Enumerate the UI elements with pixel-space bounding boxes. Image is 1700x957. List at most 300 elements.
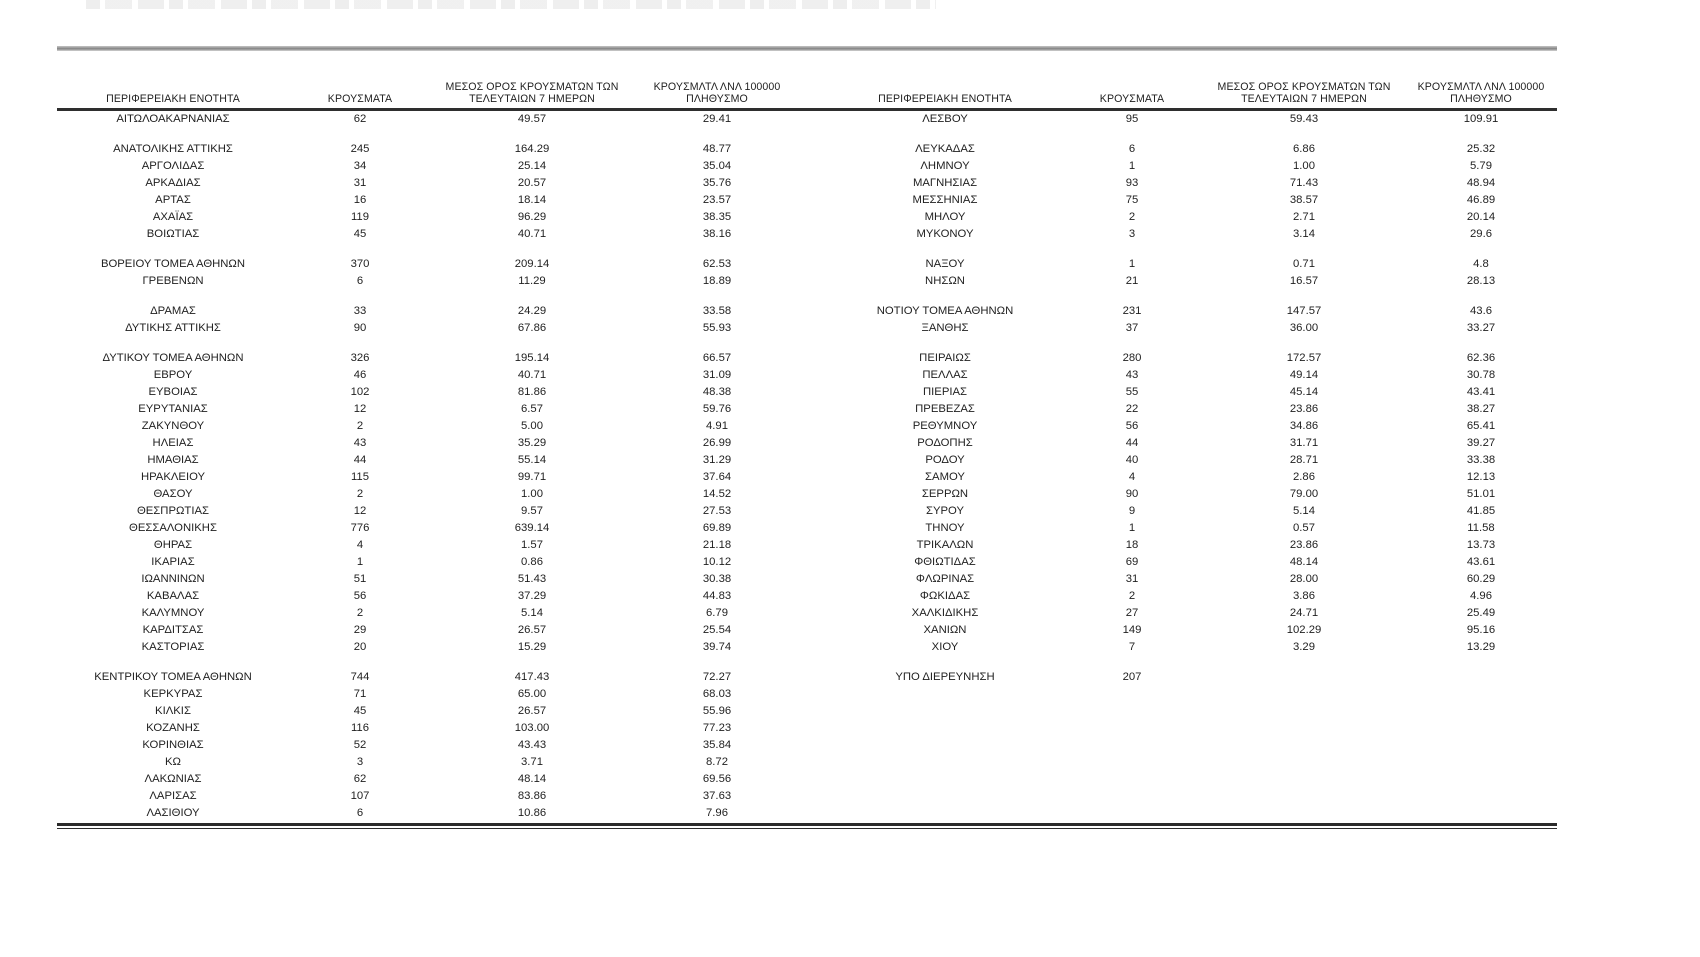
avg7-cell: 24.71 [1289, 607, 1319, 619]
col-header-cases-left [289, 51, 431, 111]
region-cell: ΙΩΑΝΝΙΝΩΝ [141, 573, 205, 585]
per100k-cell: 30.38 [702, 573, 732, 585]
region-cell: ΕΥΒΟΙΑΣ [148, 386, 198, 398]
avg7-cell: 2.71 [1293, 211, 1315, 223]
region-cell: ΗΜΑΘΙΑΣ [147, 454, 199, 466]
per100k-cell: 30.78 [1466, 369, 1496, 381]
per100k-cell: 39.27 [1466, 437, 1496, 449]
region-cell [829, 771, 1061, 788]
cases-cell: 2 [356, 607, 364, 619]
avg7-cell: 45.14 [1289, 386, 1319, 398]
region-cell: ΡΕΘΥΜΝΟΥ [912, 420, 978, 432]
cases-cell: 45 [353, 705, 367, 717]
row-spacer [801, 175, 829, 192]
per100k-cell: 68.03 [702, 688, 732, 700]
region-cell: ΒΟΡΕΙΟΥ ΤΟΜΕΑ ΑΘΗΝΩΝ [100, 258, 246, 270]
per100k-cell: 4.96 [1470, 590, 1492, 602]
per100k-cell: 8.72 [706, 756, 728, 768]
avg7-cell: 1.00 [521, 488, 543, 500]
per100k-cell: 25.32 [1466, 143, 1496, 155]
per100k-cell: 35.76 [702, 177, 732, 189]
region-cell: ΧΑΛΚΙΔΙΚΗΣ [911, 607, 979, 619]
cases-cell: 31 [1125, 573, 1139, 585]
bottom-horizontal-rule-thin [57, 828, 1557, 829]
per100k-cell: 59.76 [702, 403, 732, 415]
region-cell [829, 737, 1061, 754]
cases-cell: 62 [353, 773, 367, 785]
per100k-cell [1405, 771, 1557, 788]
region-cell [829, 703, 1061, 720]
region-cell: ΝΟΤΙΟΥ ΤΟΜΕΑ ΑΘΗΝΩΝ [876, 305, 1014, 317]
region-cell: ΓΡΕΒΕΝΩΝ [142, 275, 204, 287]
region-cell: ΔΥΤΙΚΟΥ ΤΟΜΕΑ ΑΘΗΝΩΝ [102, 352, 244, 364]
region-cell: ΜΗΛΟΥ [924, 211, 966, 223]
region-cell: ΣΑΜΟΥ [925, 471, 965, 483]
cases-cell: 56 [353, 590, 367, 602]
avg7-cell: 51.43 [517, 573, 547, 585]
cases-cell [1061, 771, 1203, 788]
cases-cell: 31 [353, 177, 367, 189]
region-cell: ΚΑΣΤΟΡΙΑΣ [141, 641, 205, 653]
cases-cell: 3 [1128, 228, 1136, 240]
per100k-cell: 21.18 [702, 539, 732, 551]
region-cell: ΑΧΑΪΑΣ [152, 211, 194, 223]
col-header-region-right [829, 51, 1061, 111]
avg7-cell [1203, 805, 1405, 822]
region-cell: ΝΗΣΩΝ [925, 275, 965, 287]
per100k-cell: 66.57 [702, 352, 732, 364]
cases-cell: 33 [353, 305, 367, 317]
region-cell: ΑΙΤΩΛΟΑΚΑΡΝΑΝΙΑΣ [116, 113, 230, 125]
col-header-label: ΠΕΡΙΦΕΡΕΙΑΚΗ ΕΝΟΤΗΤΑ [878, 93, 1012, 105]
row-spacer [801, 571, 829, 588]
per100k-cell: 44.83 [702, 590, 732, 602]
per100k-cell: 46.89 [1466, 194, 1496, 206]
avg7-cell: 195.14 [514, 352, 550, 364]
avg7-cell: 0.71 [1293, 258, 1315, 270]
region-cell: ΛΑΚΩΝΙΑΣ [144, 773, 202, 785]
row-spacer [801, 469, 829, 486]
cases-cell: 46 [353, 369, 367, 381]
cases-cell: 119 [350, 211, 369, 223]
avg7-cell: 59.43 [1289, 113, 1319, 125]
col-header-label: ΚΡΟΥΣΜΑΤΑ [327, 93, 393, 105]
row-spacer [801, 256, 829, 273]
group-gap-row [57, 290, 1557, 303]
per100k-cell [1405, 754, 1557, 771]
cases-cell [1061, 805, 1203, 822]
avg7-cell [1203, 771, 1405, 788]
col-header-label: ΜΕΣΟΣ ΟΡΟΣ ΚΡΟΥΣΜΑΤΩΝ ΤΩΝ ΤΕΛΕΥΤΑΙΩΝ 7 ΗΜΕΡΩΝ [445, 81, 619, 105]
col-header-region-left [57, 51, 289, 111]
cases-cell: 95 [1125, 113, 1139, 125]
per100k-cell: 38.16 [702, 228, 732, 240]
region-cell: ΝΑΞΟΥ [925, 258, 965, 270]
per100k-cell: 69.89 [702, 522, 732, 534]
avg7-cell: 48.14 [517, 773, 547, 785]
row-spacer [801, 754, 829, 771]
region-cell [829, 720, 1061, 737]
cases-cell: 107 [350, 790, 370, 802]
per100k-cell: 65.41 [1466, 420, 1496, 432]
cases-cell: 2 [1128, 590, 1136, 602]
per100k-cell: 31.09 [702, 369, 732, 381]
per100k-cell: 109.91 [1463, 113, 1499, 125]
avg7-cell: 48.14 [1289, 556, 1319, 568]
per100k-cell: 41.85 [1466, 505, 1496, 517]
avg7-cell: 81.86 [517, 386, 547, 398]
row-spacer [801, 111, 829, 128]
region-cell: ΗΡΑΚΛΕΙΟΥ [140, 471, 206, 483]
avg7-cell: 83.86 [517, 790, 547, 802]
region-cell [829, 805, 1061, 822]
cases-cell: 93 [1125, 177, 1139, 189]
avg7-cell: 71.43 [1289, 177, 1319, 189]
cases-cell: 45 [353, 228, 367, 240]
per100k-cell: 39.74 [702, 641, 732, 653]
region-cell [829, 686, 1061, 703]
per100k-cell: 43.41 [1466, 386, 1496, 398]
cases-cell: 56 [1125, 420, 1139, 432]
cases-cell: 1 [1128, 258, 1136, 270]
region-cell: ΦΘΙΩΤΙΔΑΣ [914, 556, 976, 568]
region-cell: ΛΑΣΙΘΙΟΥ [146, 807, 200, 819]
per100k-cell [1405, 703, 1557, 720]
per100k-cell: 27.53 [702, 505, 732, 517]
avg7-cell: 10.86 [517, 807, 547, 819]
cases-cell [1061, 720, 1203, 737]
cases-cell: 7 [1128, 641, 1136, 653]
col-header-avg7-left [431, 51, 633, 111]
per100k-cell: 26.99 [702, 437, 732, 449]
cases-cell [1061, 686, 1203, 703]
avg7-cell: 28.71 [1289, 454, 1319, 466]
cases-cell: 71 [353, 688, 367, 700]
cases-cell: 20 [353, 641, 367, 653]
avg7-cell [1203, 720, 1405, 737]
avg7-cell: 40.71 [517, 228, 547, 240]
avg7-cell: 55.14 [517, 454, 547, 466]
avg7-cell: 3.86 [1293, 590, 1315, 602]
cases-cell: 326 [350, 352, 370, 364]
cases-cell: 22 [1125, 403, 1139, 415]
region-cell: ΕΒΡΟΥ [153, 369, 193, 381]
cases-cell: 44 [353, 454, 367, 466]
row-spacer [801, 669, 829, 686]
cases-cell: 2 [1128, 211, 1136, 223]
per100k-cell [1405, 788, 1557, 805]
avg7-cell: 65.00 [517, 688, 547, 700]
avg7-cell: 37.29 [517, 590, 547, 602]
region-cell: ΔΡΑΜΑΣ [150, 305, 196, 317]
region-cell: ΚΕΝΤΡΙΚΟΥ ΤΟΜΕΑ ΑΘΗΝΩΝ [94, 671, 252, 683]
per100k-cell: 60.29 [1466, 573, 1496, 585]
region-cell: ΚΩ [165, 756, 181, 768]
cases-cell: 55 [1125, 386, 1139, 398]
region-cell: ΔΥΤΙΚΗΣ ΑΤΤΙΚΗΣ [125, 322, 221, 334]
cases-cell: 245 [350, 143, 370, 155]
per100k-cell: 35.04 [702, 160, 732, 172]
region-cell: ΘΕΣΠΡΩΤΙΑΣ [136, 505, 209, 517]
avg7-cell: 9.57 [521, 505, 543, 517]
avg7-cell: 18.14 [517, 194, 547, 206]
col-header-label: ΠΕΡΙΦΕΡΕΙΑΚΗ ΕΝΟΤΗΤΑ [106, 93, 240, 105]
cases-cell: 12 [353, 505, 367, 517]
row-spacer [801, 350, 829, 367]
region-cell: ΜΕΣΣΗΝΙΑΣ [912, 194, 978, 206]
per100k-cell [1405, 669, 1557, 686]
avg7-cell [1203, 788, 1405, 805]
region-cell: ΜΑΓΝΗΣΙΑΣ [912, 177, 978, 189]
group-gap-row [57, 656, 1557, 669]
avg7-cell: 38.57 [1289, 194, 1319, 206]
avg7-cell: 67.86 [517, 322, 547, 334]
per100k-cell: 4.91 [706, 420, 728, 432]
cases-cell: 6 [1128, 143, 1136, 155]
group-gap-row [57, 128, 1557, 141]
region-cell: ΛΕΥΚΑΔΑΣ [915, 143, 975, 155]
cases-cell: 51 [353, 573, 367, 585]
cases-cell: 40 [1125, 454, 1139, 466]
col-header-label: ΚΡΟΥΣΜΛΤΛ ΛΝΛ 100000 ΠΛΗΘΥΣΜΟ [653, 81, 781, 105]
group-gap-row [57, 337, 1557, 350]
per100k-cell: 62.53 [702, 258, 732, 270]
avg7-cell: 34.86 [1289, 420, 1319, 432]
per100k-cell: 33.27 [1466, 322, 1496, 334]
per100k-cell: 28.13 [1466, 275, 1496, 287]
row-spacer [801, 639, 829, 656]
avg7-cell: 99.71 [517, 471, 547, 483]
col-header-label: ΚΡΟΥΣΜΑΤΑ [1099, 93, 1165, 105]
cases-cell: 231 [1122, 305, 1142, 317]
row-spacer [801, 771, 829, 788]
avg7-cell: 26.57 [517, 705, 547, 717]
avg7-cell: 5.14 [521, 607, 543, 619]
row-spacer [801, 737, 829, 754]
avg7-cell: 417.43 [514, 671, 550, 683]
cases-cell: 90 [353, 322, 367, 334]
avg7-cell: 25.14 [517, 160, 547, 172]
per100k-cell [1405, 686, 1557, 703]
row-spacer [801, 320, 829, 337]
col-header-label: ΜΕΣΟΣ ΟΡΟΣ ΚΡΟΥΣΜΑΤΩΝ ΤΩΝ ΤΕΛΕΥΤΑΙΩΝ 7 ΗΜΕΡΩΝ [1217, 81, 1391, 105]
region-cell: ΛΗΜΝΟΥ [920, 160, 970, 172]
per100k-cell: 5.79 [1470, 160, 1492, 172]
cases-cell: 29 [353, 624, 367, 636]
region-cell: ΚΑΡΔΙΤΣΑΣ [142, 624, 204, 636]
cases-cell: 62 [353, 113, 367, 125]
avg7-cell: 11.29 [518, 275, 546, 287]
row-spacer [801, 788, 829, 805]
avg7-cell: 3.71 [521, 756, 543, 768]
per100k-cell [1405, 720, 1557, 737]
per100k-cell: 51.01 [1466, 488, 1496, 500]
avg7-cell: 49.14 [1289, 369, 1319, 381]
per100k-cell: 55.96 [702, 705, 732, 717]
region-cell: ΧΙΟΥ [931, 641, 959, 653]
cases-cell [1061, 754, 1203, 771]
cases-cell [1061, 788, 1203, 805]
region-cell: ΚΙΛΚΙΣ [155, 705, 191, 717]
cases-cell: 207 [1122, 671, 1142, 683]
avg7-cell: 3.14 [1293, 228, 1315, 240]
cases-cell: 21 [1125, 275, 1139, 287]
bottom-horizontal-rule [57, 823, 1557, 826]
row-spacer [801, 686, 829, 703]
per100k-cell: 37.64 [702, 471, 732, 483]
per100k-cell: 10.12 [702, 556, 732, 568]
row-spacer [801, 418, 829, 435]
row-spacer [801, 141, 829, 158]
col-header-label: ΚΡΟΥΣΜΛΤΛ ΛΝΛ 100000 ΠΛΗΘΥΣΜΟ [1417, 81, 1545, 105]
cases-cell: 16 [353, 194, 367, 206]
region-cell: ΞΑΝΘΗΣ [921, 322, 969, 334]
per100k-cell: 6.79 [706, 607, 728, 619]
cases-cell [1061, 737, 1203, 754]
avg7-cell: 15.29 [517, 641, 547, 653]
per100k-cell: 38.27 [1466, 403, 1496, 415]
per100k-cell: 62.36 [1466, 352, 1496, 364]
region-cell: ΣΕΡΡΩΝ [921, 488, 969, 500]
per100k-cell: 7.96 [706, 807, 728, 819]
per100k-cell [1405, 737, 1557, 754]
region-cell: ΠΕΙΡΑΙΩΣ [919, 352, 971, 364]
avg7-cell: 26.57 [517, 624, 547, 636]
cases-cell: 34 [353, 160, 367, 172]
per100k-cell: 29.41 [702, 113, 732, 125]
region-cell: ΚΟΖΑΝΗΣ [146, 722, 200, 734]
region-cell: ΡΟΔΟΠΗΣ [917, 437, 973, 449]
per100k-cell: 20.14 [1466, 211, 1496, 223]
cases-cell: 6 [356, 807, 364, 819]
row-spacer [801, 435, 829, 452]
per100k-cell: 35.84 [702, 739, 732, 751]
row-spacer [801, 367, 829, 384]
cases-cell: 116 [350, 722, 369, 734]
avg7-cell: 23.86 [1289, 539, 1319, 551]
avg7-cell: 103.00 [514, 722, 550, 734]
avg7-cell: 0.86 [521, 556, 543, 568]
avg7-cell [1203, 754, 1405, 771]
avg7-cell [1203, 669, 1405, 686]
per100k-cell: 29.6 [1470, 228, 1492, 240]
row-spacer [801, 537, 829, 554]
per100k-cell: 12.13 [1466, 471, 1496, 483]
cases-cell: 52 [353, 739, 367, 751]
col-header-cases-right [1061, 51, 1203, 111]
per100k-cell: 4.8 [1473, 258, 1489, 270]
per100k-cell: 38.35 [702, 211, 732, 223]
row-spacer [801, 192, 829, 209]
avg7-cell: 96.29 [517, 211, 547, 223]
row-spacer [801, 622, 829, 639]
row-spacer [801, 720, 829, 737]
region-cell: ΑΡΚΑΔΙΑΣ [145, 177, 201, 189]
region-cell: ΗΛΕΙΑΣ [152, 437, 194, 449]
cases-cell: 2 [356, 488, 364, 500]
cases-cell: 776 [350, 522, 370, 534]
avg7-cell [1203, 737, 1405, 754]
per100k-cell: 33.58 [702, 305, 732, 317]
cases-cell: 44 [1125, 437, 1139, 449]
cases-cell: 149 [1122, 624, 1142, 636]
cases-table [57, 51, 1557, 829]
avg7-cell: 20.57 [517, 177, 547, 189]
cases-cell: 3 [356, 756, 364, 768]
cases-cell: 4 [356, 539, 364, 551]
cases-cell: 102 [350, 386, 370, 398]
avg7-cell: 49.57 [517, 113, 547, 125]
per100k-cell: 25.49 [1466, 607, 1496, 619]
avg7-cell: 0.57 [1293, 522, 1315, 534]
col-header-per100k-right [1405, 51, 1557, 111]
cases-cell: 1 [356, 556, 364, 568]
per100k-cell: 72.27 [702, 671, 732, 683]
cases-cell: 115 [350, 471, 369, 483]
per100k-cell: 11.58 [1467, 522, 1495, 534]
region-cell: ΖΑΚΥΝΘΟΥ [141, 420, 205, 432]
avg7-cell: 31.71 [1289, 437, 1319, 449]
per100k-cell: 14.52 [702, 488, 732, 500]
avg7-cell: 639.14 [514, 522, 550, 534]
row-spacer [801, 605, 829, 622]
cases-cell: 2 [356, 420, 364, 432]
avg7-cell: 16.57 [1289, 275, 1319, 287]
cases-cell: 6 [356, 275, 364, 287]
avg7-cell: 23.86 [1289, 403, 1319, 415]
cases-cell: 4 [1128, 471, 1136, 483]
row-spacer [801, 226, 829, 243]
col-header-avg7-right [1203, 51, 1405, 111]
cases-cell: 37 [1125, 322, 1139, 334]
row-spacer [801, 554, 829, 571]
per100k-cell: 23.57 [702, 194, 732, 206]
per100k-cell: 48.94 [1466, 177, 1496, 189]
avg7-cell: 79.00 [1289, 488, 1319, 500]
cases-cell: 1 [1128, 160, 1136, 172]
cases-cell: 18 [1125, 539, 1139, 551]
region-cell: ΘΗΡΑΣ [153, 539, 193, 551]
avg7-cell: 24.29 [517, 305, 547, 317]
row-spacer [801, 805, 829, 822]
per100k-cell: 25.54 [702, 624, 732, 636]
region-cell: ΚΕΡΚΥΡΑΣ [143, 688, 203, 700]
avg7-cell: 5.00 [521, 420, 543, 432]
region-cell: ΤΡΙΚΑΛΩΝ [916, 539, 974, 551]
per100k-cell: 48.38 [702, 386, 732, 398]
cases-cell [1061, 703, 1203, 720]
region-cell: ΚΑΒΑΛΑΣ [146, 590, 200, 602]
cases-cell: 90 [1125, 488, 1139, 500]
region-cell: ΦΩΚΙΔΑΣ [919, 590, 971, 602]
per100k-cell: 18.89 [702, 275, 732, 287]
avg7-cell: 1.57 [521, 539, 543, 551]
per100k-cell: 13.73 [1466, 539, 1496, 551]
per100k-cell: 43.61 [1466, 556, 1496, 568]
region-cell [829, 754, 1061, 771]
table-halves-spacer [801, 51, 829, 111]
group-gap-row [57, 243, 1557, 256]
avg7-cell: 36.00 [1289, 322, 1319, 334]
region-cell: ΘΑΣΟΥ [153, 488, 193, 500]
per100k-cell: 13.29 [1466, 641, 1496, 653]
avg7-cell: 43.43 [517, 739, 547, 751]
region-cell: ΥΠΟ ΔΙΕΡΕΥΝΗΣΗ [895, 671, 995, 683]
per100k-cell: 77.23 [702, 722, 732, 734]
region-cell: ΚΑΛΥΜΝΟΥ [141, 607, 205, 619]
avg7-cell: 40.71 [517, 369, 547, 381]
avg7-cell: 3.29 [1293, 641, 1315, 653]
